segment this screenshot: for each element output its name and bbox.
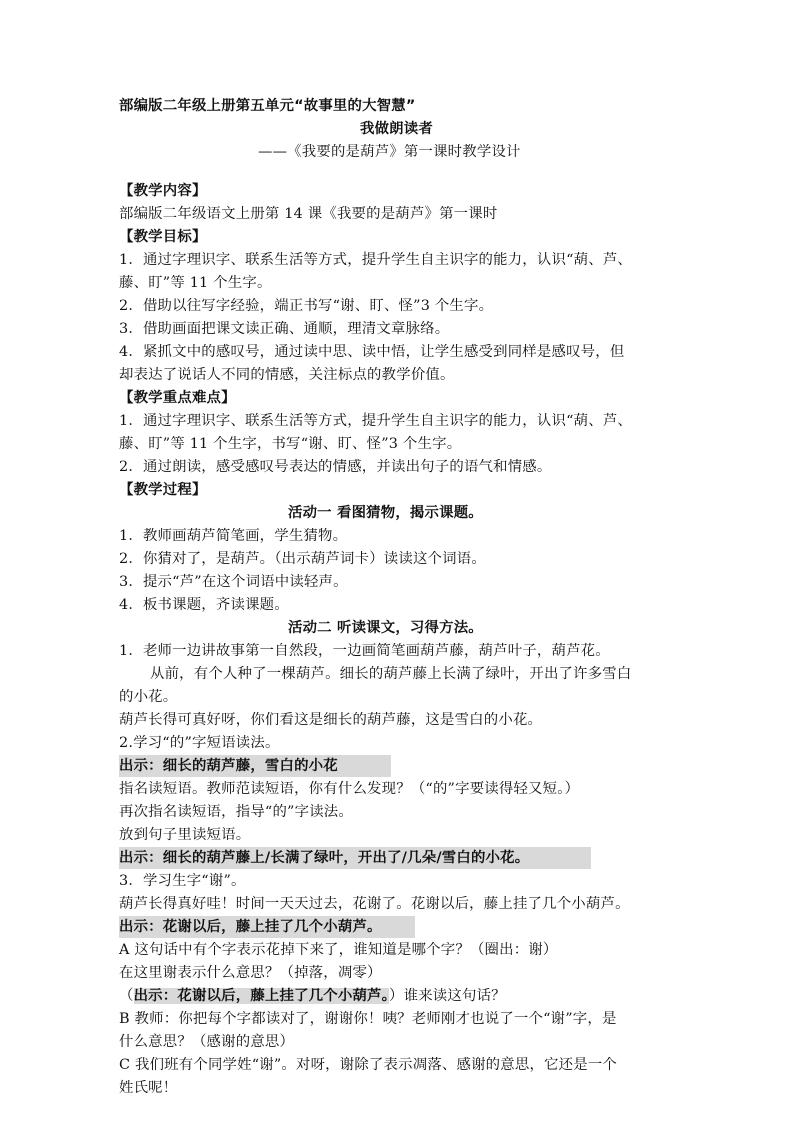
activity-line: 在这里谢表示什么意思？（掉落，凋零） <box>119 965 382 981</box>
activity-line: 指名读短语。教师范读短语，你有什么发现？（“的”字要读得轻又短。） <box>119 781 580 797</box>
content-text: 部编版二年级语文上册第 14 课《我要的是葫芦》第一课时 <box>119 206 498 222</box>
activity-line: 2.学习“的”字短语读法。 <box>119 735 280 751</box>
activity-line: 1．教师画葫芦简笔画，学生猜物。 <box>119 528 348 544</box>
activity-line: 葫芦长得真好哇！时间一天天过去，花谢了。花谢以后，藤上挂了几个小葫芦。 <box>119 896 630 912</box>
activity-line: 姓氏呢！ <box>119 1080 178 1096</box>
goal-line: 2．借助以往写字经验，端正书写“谢、盯、怪”3 个生字。 <box>119 298 494 314</box>
activity-line-with-highlight <box>119 985 506 1007</box>
activity-line: 放到句子里读短语。 <box>119 827 251 843</box>
document-subtitle: 我做朗读者 <box>360 121 433 137</box>
goal-line: 藤、盯”等 11 个生字。 <box>119 275 272 291</box>
highlighted-show-sentence: 出示：花谢以后，藤上挂了几个小葫芦。 <box>119 916 415 938</box>
activity-line: 什么意思？（感谢的意思） <box>119 1034 295 1050</box>
activity-line: 3．学习生字“谢”。 <box>119 873 246 889</box>
goal-line: 却表达了说话人不同的情感，关注标点的教学价值。 <box>119 367 455 383</box>
activity-line: 2．你猜对了，是葫芦。（出示葫芦词卡）读读这个词语。 <box>119 551 486 567</box>
activity-1-title: 活动一 看图猜物，揭示课题。 <box>288 505 483 521</box>
activity-line: 3．提示“芦”在这个词语中读轻声。 <box>119 574 348 590</box>
activity-line: 葫芦长得可真好呀，你们看这是细长的葫芦藤，这是雪白的小花。 <box>119 712 543 728</box>
activity-line: C 我们班有个同学姓“谢”。对呀，谢除了表示凋落、感谢的意思，它还是一个 <box>119 1057 618 1073</box>
highlighted-show-sentence: 出示：花谢以后，藤上挂了几个小葫芦。 <box>133 988 390 1004</box>
section-heading-goals: 【教学目标】 <box>119 229 207 245</box>
activity-line: 1．老师一边讲故事第一自然段，一边画简笔画葫芦藤，葫芦叶子，葫芦花。 <box>119 643 610 659</box>
highlighted-show-phrase: 出示：细长的葫芦藤，雪白的小花 <box>119 755 391 777</box>
document-subtitle-2: ——《我要的是葫芦》第一课时教学设计 <box>258 144 521 160</box>
section-heading-key-points: 【教学重点难点】 <box>119 390 236 406</box>
section-heading-content: 【教学内容】 <box>119 183 207 199</box>
key-point-line: 藤、盯”等 11 个生字，书写“谢、盯、怪”3 个生字。 <box>119 436 462 452</box>
document-title: 部编版二年级上册第五单元“故事里的大智慧” <box>119 98 416 114</box>
section-heading-process: 【教学过程】 <box>119 482 207 498</box>
story-paragraph: 从前，有个人种了一棵葫芦。细长的葫芦藤上长满了绿叶，开出了许多雪白 <box>150 666 632 682</box>
highlighted-show-sentence: 出示：细长的葫芦藤上/长满了绿叶，开出了/几朵/雪白的小花。 <box>119 847 591 869</box>
paren-open: （ <box>119 988 134 1004</box>
goal-line: 1．通过字理识字、联系生活等方式，提升学生自主识字的能力，认识“葫、芦、 <box>119 252 632 268</box>
story-paragraph: 的小花。 <box>119 689 178 705</box>
goal-line: 4．紧抓文中的感叹号，通过读中思、读中悟，让学生感受到同样是感叹号，但 <box>119 344 625 360</box>
key-point-line: 2．通过朗读，感受感叹号表达的情感，并读出句子的语气和情感。 <box>119 459 552 475</box>
goal-line: 3．借助画面把课文读正确、通顺，理清文章脉络。 <box>119 321 450 337</box>
activity-2-title: 活动二 听读课文，习得方法。 <box>288 620 483 636</box>
activity-line: 再次指名读短语，指导“的”字读法。 <box>119 804 353 820</box>
paren-close-text: ）谁来读这句话？ <box>389 988 506 1004</box>
key-point-line: 1．通过字理识字、联系生活等方式，提升学生自主识字的能力，认识“葫、芦、 <box>119 413 632 429</box>
activity-line: A 这句话中有个字表示花掉下来了，谁知道是哪个字？（圈出：谢） <box>119 942 558 958</box>
activity-line: 4．板书课题，齐读课题。 <box>119 597 289 613</box>
activity-line: B 教师：你把每个字都读对了，谢谢你！咦？老师刚才也说了一个“谢”字，是 <box>119 1011 617 1027</box>
